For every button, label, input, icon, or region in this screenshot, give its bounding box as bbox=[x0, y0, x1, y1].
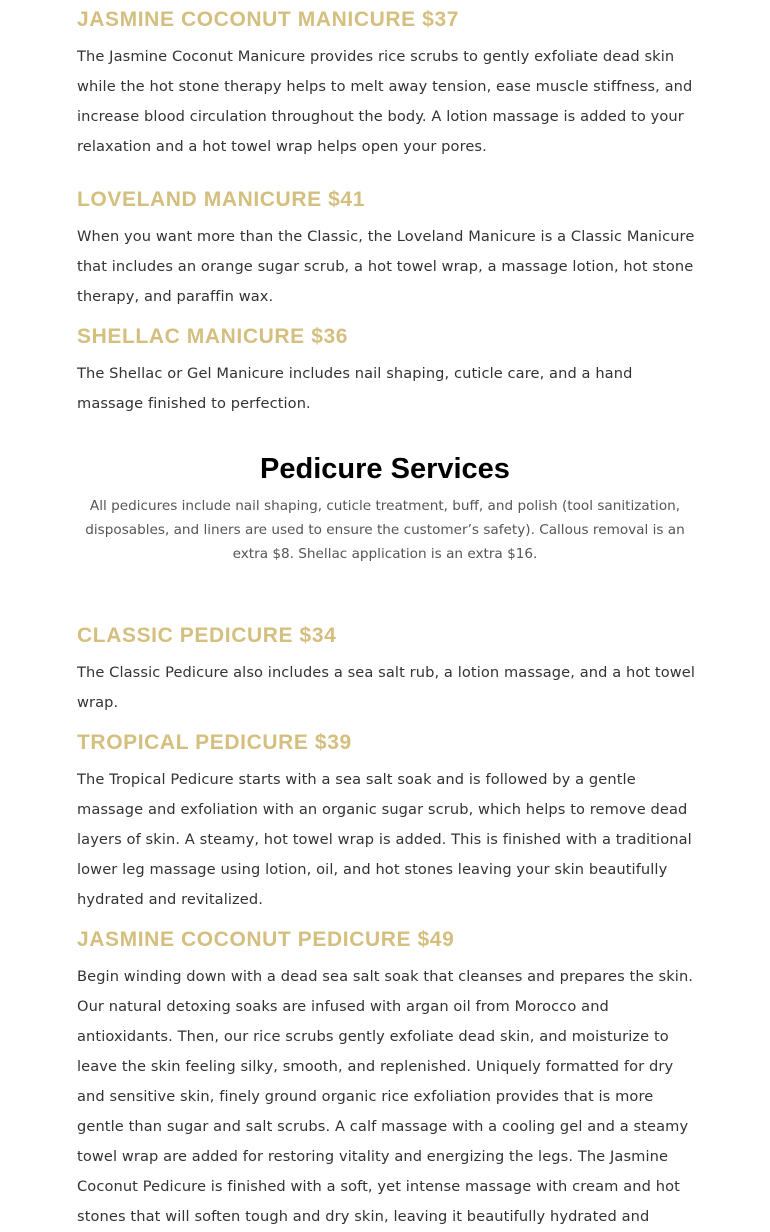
service-jasmine-coconut-pedicure bbox=[77, 927, 697, 1232]
service-tropical-pedicure bbox=[77, 730, 697, 915]
service-description: Begin winding down with a dead sea salt soak that cleanses and prepares the skin. Our natural detoxing soaks are infused with argan oil from Morocco and antioxidants. Then, our rice scrubs gently exfoliate dead skin, and moisturize to leave the skin feeling silky, smooth, and replenished. Uniquely formatted for dry and sensitive skin, finely ground organic rice exfoliation provides that is more gentle than sugar and salt scrubs. A calf massage with a cooling gel and a steamy towel wrap are added for restoring vitality and energizing the legs. The Jasmine Coconut Pedicure is finished with a soft, yet intense massage with cream and hot stones that will soften tough and dry skin, leaving it beautifully hydrated and bbox=[77, 968, 694, 1225]
service-description: The Tropical Pedicure starts with a sea salt soak and is followed by a gentle massage and exfoliation with an organic sugar scrub, which helps to remove dead layers of skin. A steamy, hot towel wrap is added. This is finished with a traditional lower leg massage using lotion, oil, and hot stones leaving your skin beautifully hydrated and revitalized. bbox=[77, 771, 692, 908]
service-description: The Shellac or Gel Manicure includes nail shaping, cuticle care, and a hand massage finished to perfection. bbox=[77, 365, 633, 412]
service-shellac-manicure bbox=[77, 324, 697, 419]
section-heading-pedicure: Pedicure Services bbox=[260, 453, 510, 485]
service-title: SHELLAC MANICURE $36 bbox=[77, 325, 349, 348]
service-title: LOVELAND MANICURE $41 bbox=[77, 188, 365, 211]
section-intro-pedicure: All pedicures include nail shaping, cuticle treatment, buff, and polish (tool sanitization, disposables, and liners are used to ensure the customer’s safety). Callous removal is an extra $8. Shellac application is an extra $16. bbox=[85, 498, 685, 562]
service-title: TROPICAL PEDICURE $39 bbox=[77, 731, 352, 754]
service-title: JASMINE COCONUT MANICURE $37 bbox=[77, 8, 460, 31]
service-description: The Jasmine Coconut Manicure provides rice scrubs to gently exfoliate dead skin while the hot stone therapy helps to melt away tension, ease muscle stiffness, and increase blood circulation throughout the body. A lotion massage is added to your relaxation and a hot towel wrap helps open your pores. bbox=[77, 48, 693, 155]
service-jasmine-coconut-manicure bbox=[77, 7, 697, 162]
service-title: CLASSIC PEDICURE $34 bbox=[77, 624, 337, 647]
service-description: The Classic Pedicure also includes a sea salt rub, a lotion massage, and a hot towel wrap. bbox=[77, 664, 696, 711]
service-title: JASMINE COCONUT PEDICURE $49 bbox=[77, 928, 455, 951]
service-loveland-manicure bbox=[77, 187, 697, 312]
service-classic-pedicure bbox=[77, 623, 697, 718]
service-description: When you want more than the Classic, the Loveland Manicure is a Classic Manicure that includes an orange sugar scrub, a hot towel wrap, a massage lotion, hot stone therapy, and paraffin wax. bbox=[77, 228, 695, 305]
